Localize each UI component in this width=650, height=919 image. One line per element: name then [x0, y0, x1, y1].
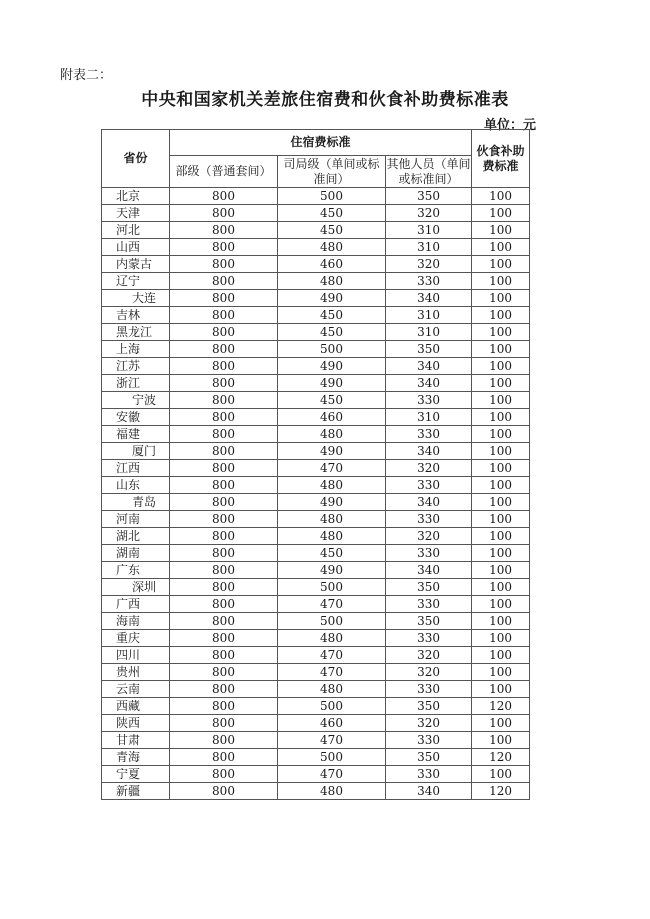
cell-meal: 100	[472, 511, 530, 528]
cell-others: 310	[386, 409, 472, 426]
table-row	[102, 443, 530, 460]
cell-meal: 100	[472, 222, 530, 239]
cell-others: 310	[386, 239, 472, 256]
cell-others: 350	[386, 613, 472, 630]
table-row	[102, 290, 530, 307]
table-row	[102, 307, 530, 324]
cell-ministry: 800	[170, 698, 278, 715]
cell-province: 贵州	[102, 664, 170, 681]
cell-ministry: 800	[170, 715, 278, 732]
cell-others: 330	[386, 681, 472, 698]
cell-others: 340	[386, 290, 472, 307]
cell-meal: 100	[472, 732, 530, 749]
cell-ministry: 800	[170, 341, 278, 358]
cell-bureau: 480	[278, 426, 386, 443]
cell-province: 厦门	[102, 443, 170, 460]
cell-province: 海南	[102, 613, 170, 630]
cell-bureau: 450	[278, 545, 386, 562]
cell-ministry: 800	[170, 783, 278, 800]
cell-meal: 100	[472, 528, 530, 545]
cell-bureau: 470	[278, 647, 386, 664]
cell-meal: 100	[472, 188, 530, 205]
cell-ministry: 800	[170, 222, 278, 239]
cell-others: 330	[386, 426, 472, 443]
cell-bureau: 450	[278, 307, 386, 324]
table-row	[102, 681, 530, 698]
cell-bureau: 490	[278, 358, 386, 375]
table-row	[102, 715, 530, 732]
table-row	[102, 596, 530, 613]
table-row	[102, 579, 530, 596]
header-lodging: 住宿费标准	[170, 130, 472, 156]
cell-others: 330	[386, 732, 472, 749]
cell-meal: 100	[472, 596, 530, 613]
cell-meal: 100	[472, 426, 530, 443]
cell-others: 310	[386, 222, 472, 239]
cell-province: 安徽	[102, 409, 170, 426]
cell-others: 330	[386, 511, 472, 528]
cell-meal: 100	[472, 392, 530, 409]
cell-province: 四川	[102, 647, 170, 664]
cell-others: 340	[386, 443, 472, 460]
table-row	[102, 205, 530, 222]
table-row	[102, 528, 530, 545]
cell-others: 320	[386, 256, 472, 273]
table-row	[102, 358, 530, 375]
cell-meal: 100	[472, 579, 530, 596]
table-row	[102, 749, 530, 766]
cell-others: 340	[386, 562, 472, 579]
table-row	[102, 188, 530, 205]
cell-ministry: 800	[170, 630, 278, 647]
table-row	[102, 698, 530, 715]
cell-bureau: 500	[278, 613, 386, 630]
cell-bureau: 490	[278, 443, 386, 460]
cell-province: 湖南	[102, 545, 170, 562]
cell-others: 340	[386, 358, 472, 375]
cell-ministry: 800	[170, 596, 278, 613]
cell-others: 320	[386, 460, 472, 477]
cell-others: 310	[386, 307, 472, 324]
cell-province: 宁夏	[102, 766, 170, 783]
cell-province: 内蒙古	[102, 256, 170, 273]
cell-ministry: 800	[170, 375, 278, 392]
cell-ministry: 800	[170, 358, 278, 375]
unit-label: 单位：元	[484, 118, 537, 133]
cell-province: 宁波	[102, 392, 170, 409]
cell-others: 330	[386, 596, 472, 613]
cell-ministry: 800	[170, 290, 278, 307]
cell-province: 云南	[102, 681, 170, 698]
cell-meal: 100	[472, 375, 530, 392]
cell-others: 350	[386, 579, 472, 596]
cell-others: 330	[386, 392, 472, 409]
cell-meal: 100	[472, 239, 530, 256]
header-others: 其他人员（单间或标准间）	[386, 156, 471, 186]
cell-meal: 120	[472, 698, 530, 715]
cell-province: 甘肃	[102, 732, 170, 749]
cell-bureau: 490	[278, 494, 386, 511]
cell-ministry: 800	[170, 749, 278, 766]
cell-bureau: 470	[278, 732, 386, 749]
cell-others: 350	[386, 749, 472, 766]
cell-meal: 100	[472, 443, 530, 460]
cell-province: 江苏	[102, 358, 170, 375]
cell-province: 陕西	[102, 715, 170, 732]
cell-others: 350	[386, 698, 472, 715]
cell-bureau: 480	[278, 630, 386, 647]
cell-ministry: 800	[170, 732, 278, 749]
cell-ministry: 800	[170, 766, 278, 783]
cell-ministry: 800	[170, 188, 278, 205]
page-title: 中央和国家机关差旅住宿费和伙食补助费标准表	[141, 90, 509, 110]
cell-province: 天津	[102, 205, 170, 222]
cell-others: 320	[386, 647, 472, 664]
cell-bureau: 500	[278, 188, 386, 205]
cell-province: 吉林	[102, 307, 170, 324]
cell-ministry: 800	[170, 307, 278, 324]
header-ministry: 部级（普通套间）	[170, 156, 278, 188]
cell-province: 黑龙江	[102, 324, 170, 341]
cell-meal: 100	[472, 681, 530, 698]
standards-table	[101, 129, 530, 800]
cell-others: 330	[386, 545, 472, 562]
cell-ministry: 800	[170, 681, 278, 698]
cell-meal: 100	[472, 494, 530, 511]
table-row	[102, 494, 530, 511]
cell-ministry: 800	[170, 443, 278, 460]
cell-bureau: 450	[278, 222, 386, 239]
table-row	[102, 664, 530, 681]
cell-bureau: 500	[278, 698, 386, 715]
cell-bureau: 470	[278, 596, 386, 613]
cell-province: 河北	[102, 222, 170, 239]
cell-meal: 100	[472, 273, 530, 290]
cell-meal: 100	[472, 647, 530, 664]
cell-meal: 100	[472, 256, 530, 273]
cell-bureau: 490	[278, 562, 386, 579]
table-row	[102, 341, 530, 358]
table-row	[102, 647, 530, 664]
table-row	[102, 239, 530, 256]
cell-ministry: 800	[170, 460, 278, 477]
table-row	[102, 613, 530, 630]
table-row	[102, 783, 530, 800]
cell-ministry: 800	[170, 324, 278, 341]
cell-ministry: 800	[170, 528, 278, 545]
cell-ministry: 800	[170, 613, 278, 630]
header-meal: 伙食补助费标准	[472, 130, 530, 188]
cell-meal: 100	[472, 664, 530, 681]
cell-province: 广西	[102, 596, 170, 613]
table-row	[102, 477, 530, 494]
cell-ministry: 800	[170, 545, 278, 562]
table-row	[102, 545, 530, 562]
cell-others: 330	[386, 630, 472, 647]
cell-province: 山东	[102, 477, 170, 494]
cell-ministry: 800	[170, 477, 278, 494]
cell-others: 350	[386, 188, 472, 205]
cell-province: 深圳	[102, 579, 170, 596]
cell-meal: 100	[472, 477, 530, 494]
cell-province: 辽宁	[102, 273, 170, 290]
cell-meal: 100	[472, 409, 530, 426]
cell-ministry: 800	[170, 256, 278, 273]
cell-ministry: 800	[170, 647, 278, 664]
table-row	[102, 273, 530, 290]
cell-bureau: 460	[278, 256, 386, 273]
cell-bureau: 480	[278, 528, 386, 545]
cell-others: 320	[386, 528, 472, 545]
cell-bureau: 450	[278, 324, 386, 341]
cell-others: 320	[386, 205, 472, 222]
cell-meal: 100	[472, 460, 530, 477]
cell-meal: 100	[472, 307, 530, 324]
cell-bureau: 500	[278, 749, 386, 766]
cell-others: 350	[386, 341, 472, 358]
cell-meal: 100	[472, 545, 530, 562]
cell-bureau: 460	[278, 715, 386, 732]
cell-bureau: 480	[278, 783, 386, 800]
cell-ministry: 800	[170, 205, 278, 222]
cell-meal: 120	[472, 783, 530, 800]
cell-province: 广东	[102, 562, 170, 579]
table-row	[102, 511, 530, 528]
cell-bureau: 500	[278, 341, 386, 358]
cell-province: 山西	[102, 239, 170, 256]
cell-bureau: 490	[278, 290, 386, 307]
table-row	[102, 630, 530, 647]
cell-province: 青海	[102, 749, 170, 766]
cell-province: 福建	[102, 426, 170, 443]
cell-bureau: 470	[278, 766, 386, 783]
header-province: 省份	[102, 130, 170, 188]
cell-bureau: 470	[278, 460, 386, 477]
cell-ministry: 800	[170, 426, 278, 443]
cell-bureau: 480	[278, 273, 386, 290]
table-row	[102, 460, 530, 477]
cell-bureau: 450	[278, 205, 386, 222]
cell-province: 浙江	[102, 375, 170, 392]
cell-meal: 100	[472, 205, 530, 222]
header-bureau: 司局级（单间或标准间）	[278, 156, 386, 188]
cell-bureau: 480	[278, 511, 386, 528]
cell-province: 湖北	[102, 528, 170, 545]
table-row	[102, 222, 530, 239]
table-row	[102, 324, 530, 341]
cell-bureau: 460	[278, 409, 386, 426]
cell-meal: 100	[472, 630, 530, 647]
cell-meal: 100	[472, 766, 530, 783]
cell-province: 西藏	[102, 698, 170, 715]
table-row	[102, 256, 530, 273]
cell-others: 310	[386, 324, 472, 341]
cell-meal: 100	[472, 324, 530, 341]
cell-bureau: 450	[278, 392, 386, 409]
cell-bureau: 490	[278, 375, 386, 392]
table-row	[102, 732, 530, 749]
table-row	[102, 766, 530, 783]
cell-others: 320	[386, 715, 472, 732]
cell-ministry: 800	[170, 239, 278, 256]
attachment-label: 附表二：	[60, 68, 113, 83]
cell-province: 新疆	[102, 783, 170, 800]
cell-ministry: 800	[170, 273, 278, 290]
cell-ministry: 800	[170, 579, 278, 596]
cell-bureau: 500	[278, 579, 386, 596]
table-row	[102, 426, 530, 443]
cell-ministry: 800	[170, 562, 278, 579]
cell-meal: 100	[472, 613, 530, 630]
cell-others: 340	[386, 375, 472, 392]
cell-ministry: 800	[170, 392, 278, 409]
cell-others: 340	[386, 783, 472, 800]
cell-meal: 120	[472, 749, 530, 766]
cell-province: 北京	[102, 188, 170, 205]
table-row	[102, 562, 530, 579]
cell-others: 320	[386, 664, 472, 681]
cell-others: 330	[386, 477, 472, 494]
cell-others: 340	[386, 494, 472, 511]
cell-province: 河南	[102, 511, 170, 528]
cell-province: 重庆	[102, 630, 170, 647]
cell-others: 330	[386, 766, 472, 783]
table-row	[102, 409, 530, 426]
cell-province: 上海	[102, 341, 170, 358]
cell-bureau: 480	[278, 239, 386, 256]
cell-province: 青岛	[102, 494, 170, 511]
cell-ministry: 800	[170, 494, 278, 511]
cell-meal: 100	[472, 290, 530, 307]
cell-meal: 100	[472, 562, 530, 579]
cell-ministry: 800	[170, 664, 278, 681]
table-row	[102, 375, 530, 392]
cell-meal: 100	[472, 358, 530, 375]
cell-province: 江西	[102, 460, 170, 477]
cell-meal: 100	[472, 715, 530, 732]
table-body	[102, 188, 530, 800]
cell-bureau: 480	[278, 681, 386, 698]
table-row	[102, 392, 530, 409]
cell-meal: 100	[472, 341, 530, 358]
cell-bureau: 480	[278, 477, 386, 494]
cell-ministry: 800	[170, 511, 278, 528]
cell-others: 330	[386, 273, 472, 290]
cell-ministry: 800	[170, 409, 278, 426]
cell-province: 大连	[102, 290, 170, 307]
cell-bureau: 470	[278, 664, 386, 681]
